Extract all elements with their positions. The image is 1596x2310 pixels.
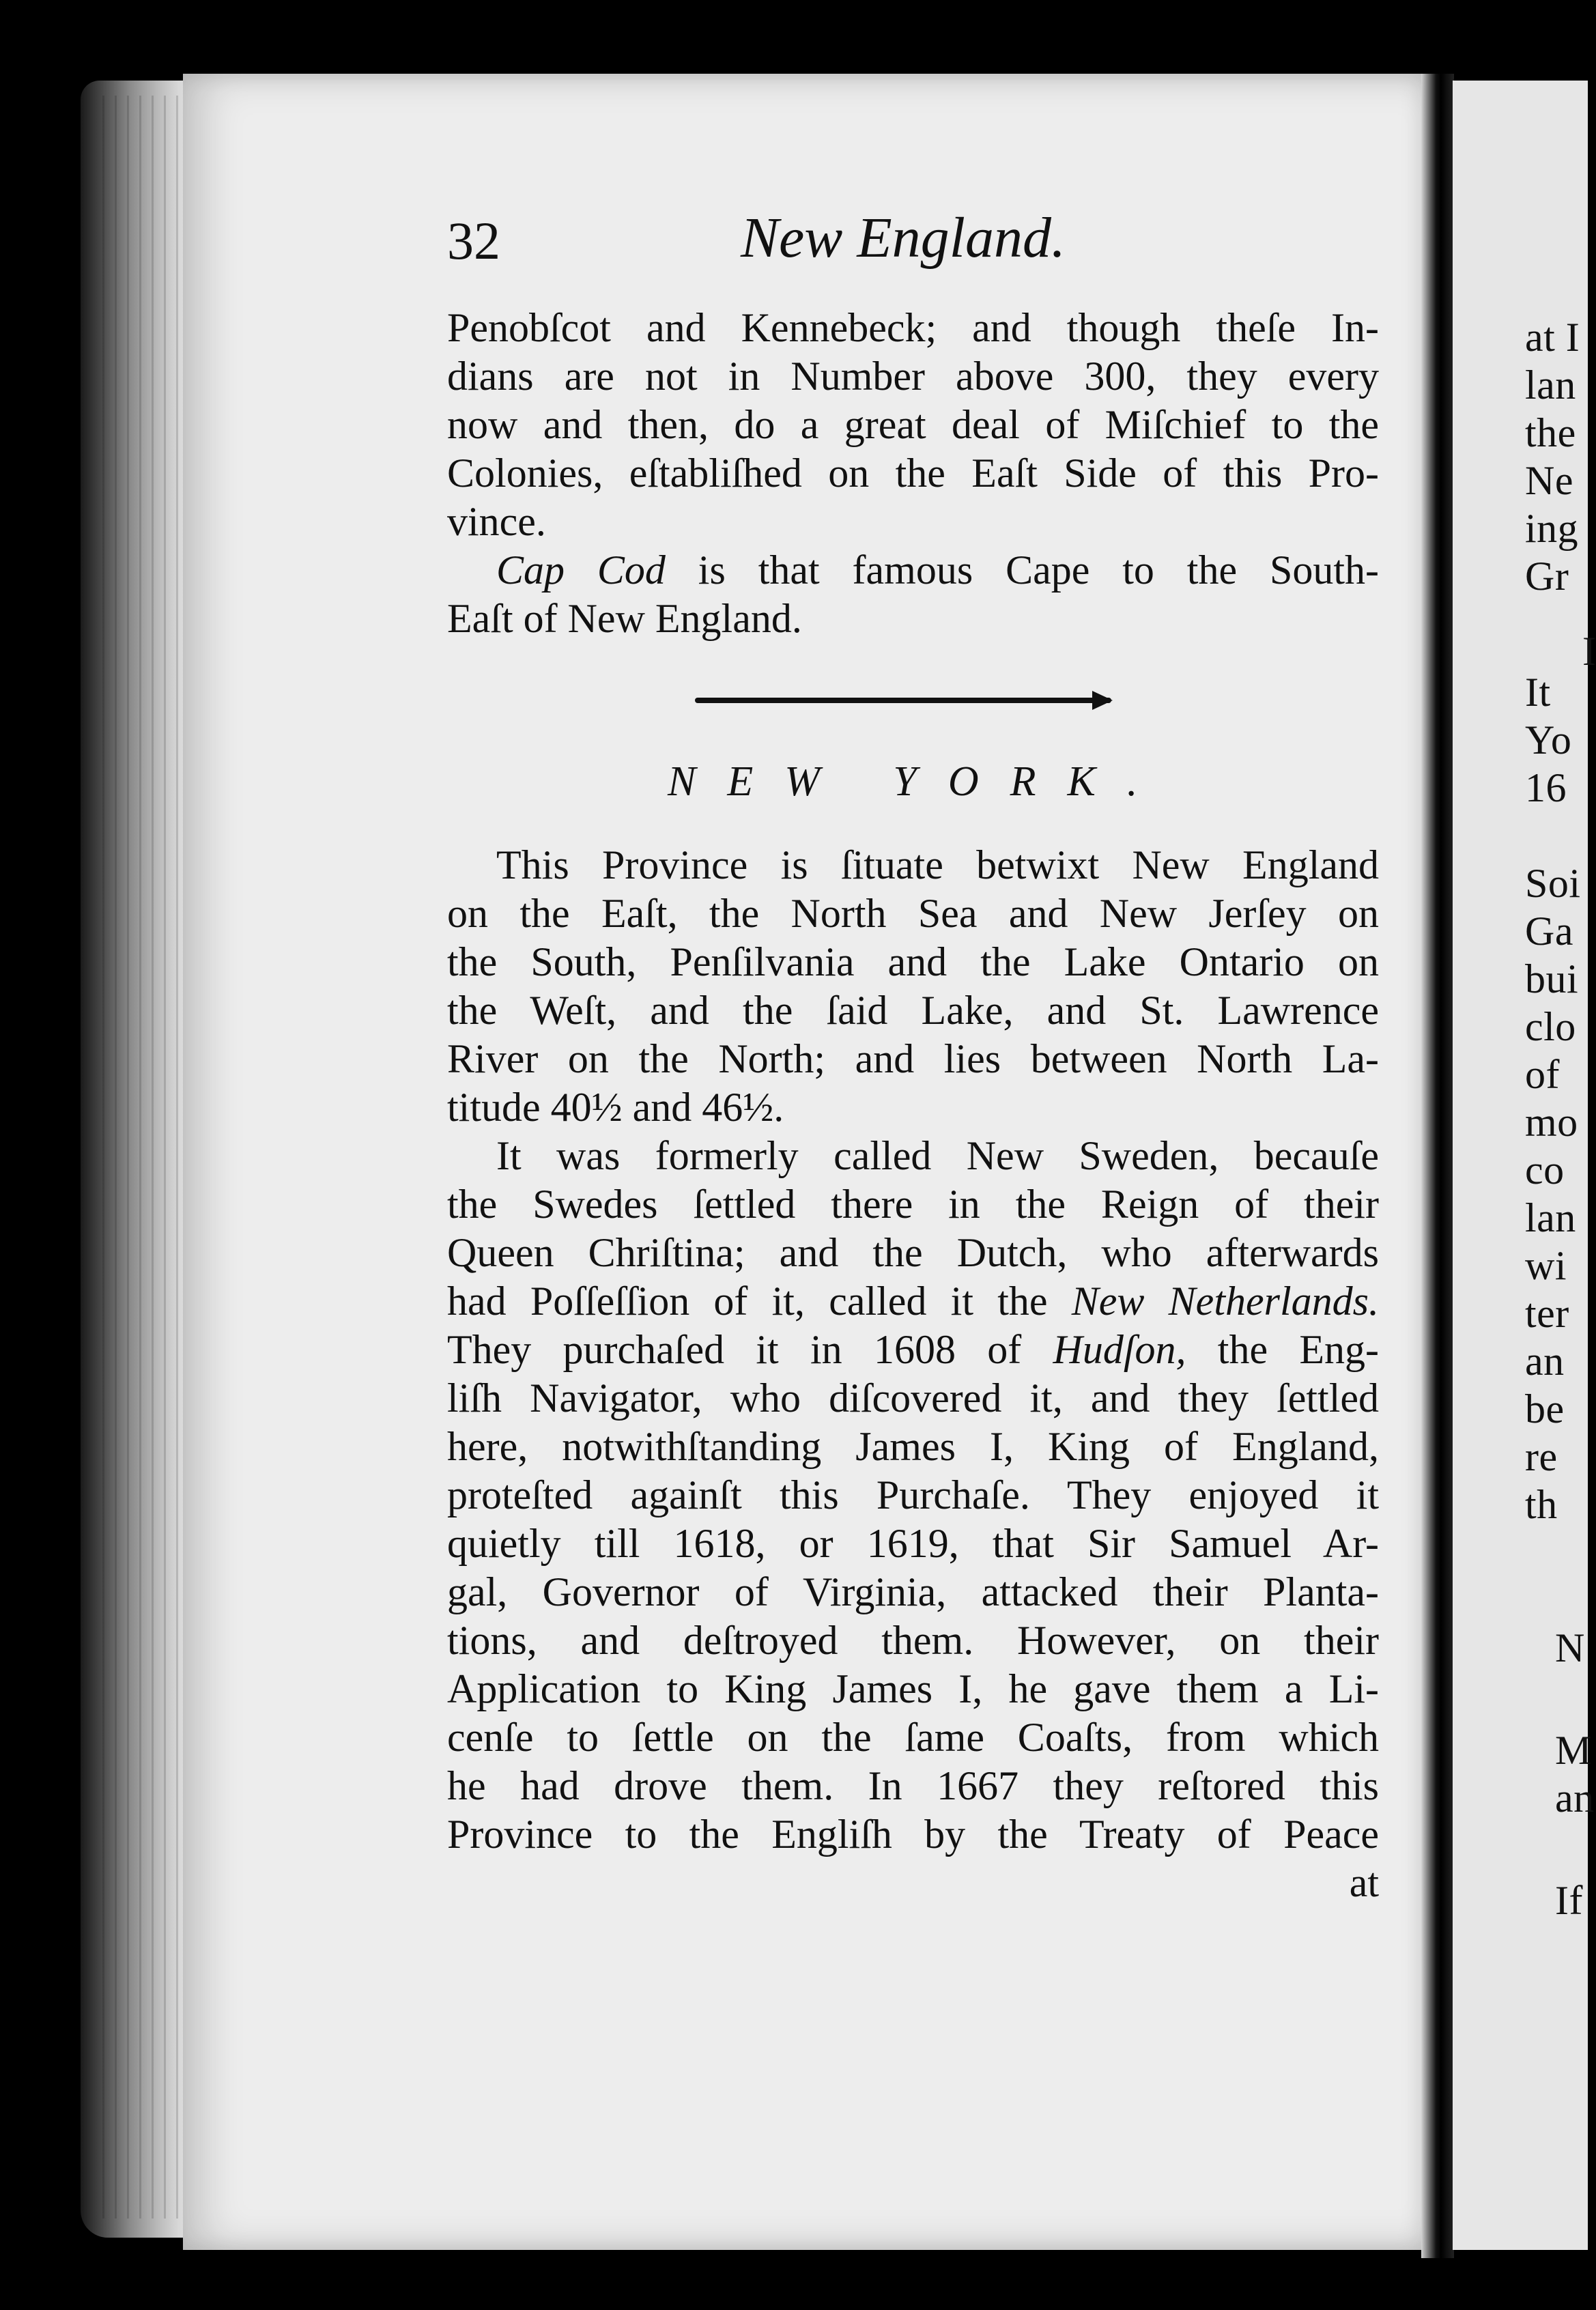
text-line: liſh Navigator, who diſcovered it, and they ſettled [447, 1375, 1379, 1421]
text-fragment: the Eng- [1186, 1327, 1379, 1372]
text-line: he had drove them. In 1667 they reſtored this [447, 1763, 1379, 1808]
facing-fragment: N [1555, 1625, 1585, 1670]
text-line [447, 1326, 1379, 1374]
text-line: Queen Chriſtina; and the Dutch, who afterwards [447, 1230, 1379, 1275]
text-line: vince. [447, 499, 546, 544]
facing-page [1453, 81, 1596, 2250]
text-line: proteſted againſt this Purchaſe. They enjoyed it [447, 1472, 1379, 1517]
hudson-italic: Hudſon, [1053, 1327, 1186, 1372]
text-line: tions, and deſtroyed them. However, on their [447, 1618, 1379, 1663]
text-line: quietly till 1618, or 1619, that Sir Samuel Ar- [447, 1521, 1379, 1566]
text-block-new-york [447, 841, 1379, 1907]
text-line: the Weſt, and the ſaid Lake, and St. Lawrence [447, 988, 1379, 1033]
facing-fragment: Ne [1525, 458, 1573, 503]
text-line: the South, Penſilvania and the Lake Ontario on [447, 939, 1379, 984]
cap-cod-italic: Cap Cod [496, 547, 666, 593]
facing-fragment: Yo [1525, 717, 1572, 762]
facing-fragment: at I [1525, 315, 1580, 360]
facing-fragment: If [1555, 1878, 1583, 1923]
text-line: Colonies, eſtabliſhed on the Eaſt Side of this Pro- [447, 451, 1379, 496]
facing-fragment: wi [1525, 1243, 1567, 1288]
facing-fragment: Gr [1525, 554, 1569, 599]
text-line: Application to King James I, he gave them a Li- [447, 1666, 1379, 1711]
section-title: NEW YORK. [668, 758, 1169, 805]
facing-fragment: mo [1525, 1100, 1578, 1145]
section-divider [695, 698, 1111, 703]
text-fragment: had Poſſeſſion of it, called it the [447, 1279, 1072, 1324]
facing-fragment: Ga [1525, 909, 1573, 954]
text-line: cenſe to ſettle on the ſame Coaſts, from which [447, 1715, 1379, 1760]
facing-fragment: 16 [1525, 765, 1567, 810]
facing-fragment: It [1525, 670, 1551, 715]
facing-fragment: be [1525, 1386, 1565, 1431]
catchword: at [1349, 1860, 1379, 1905]
facing-fragment: an [1525, 1339, 1565, 1384]
text-line: titude 40½ and 46½. [447, 1085, 784, 1130]
text-line [447, 1277, 1379, 1326]
running-head: New England. [741, 206, 1066, 270]
facing-fragment: re [1525, 1434, 1558, 1479]
facing-fragment: th [1525, 1482, 1558, 1527]
text-line: on the Eaſt, the North Sea and New Jerſey on [447, 891, 1379, 936]
page-header [447, 206, 1386, 285]
text-line: here, notwithſtanding James I, King of England, [447, 1424, 1379, 1469]
text-line: dians are not in Number above 300, they every [447, 354, 1379, 399]
facing-fragment: the [1525, 410, 1576, 455]
facing-fragment: I [1582, 629, 1596, 674]
text-line: gal, Governor of Virginia, attacked their Planta- [447, 1569, 1379, 1614]
page-number: 32 [447, 211, 500, 270]
facing-fragment: clo [1525, 1004, 1576, 1049]
text-line: Eaſt of New England. [447, 596, 802, 641]
text-line: It was formerly called New Sweden, becauſe [496, 1133, 1379, 1178]
facing-fragment: ing [1525, 506, 1579, 551]
new-netherlands-italic: New Netherlands. [1071, 1279, 1379, 1324]
text-fragment: is that famous Cape to the South- [665, 547, 1379, 593]
facing-fragment: of [1525, 1052, 1560, 1097]
facing-fragment: ter [1525, 1291, 1569, 1336]
facing-fragment: lan [1525, 1195, 1576, 1240]
text-line: now and then, do a great deal of Miſchief to the [447, 402, 1379, 447]
divider-arrowhead [1092, 691, 1113, 710]
text-line: River on the North; and lies between North La- [447, 1036, 1379, 1081]
text-line [447, 546, 1379, 595]
facing-fragment: co [1525, 1147, 1565, 1193]
book-gutter [1421, 74, 1454, 2258]
text-line: the Swedes ſettled there in the Reign of their [447, 1182, 1379, 1227]
text-line: Penobſcot and Kennebeck; and though theſe In- [447, 305, 1379, 350]
facing-fragment: lan [1525, 362, 1576, 408]
facing-fragment: bui [1525, 956, 1579, 1001]
facing-fragment: an [1555, 1776, 1595, 1821]
text-fragment: They purchaſed it in 1608 of [447, 1327, 1053, 1372]
facing-fragment: Soi [1525, 861, 1581, 906]
text-block-new-england [447, 304, 1379, 643]
text-line: This Province is ſituate betwixt New England [496, 842, 1379, 887]
text-line: Province to the Engliſh by the Treaty of Peace [447, 1812, 1379, 1857]
page-edges [102, 96, 184, 2219]
facing-fragment: M [1555, 1728, 1592, 1773]
